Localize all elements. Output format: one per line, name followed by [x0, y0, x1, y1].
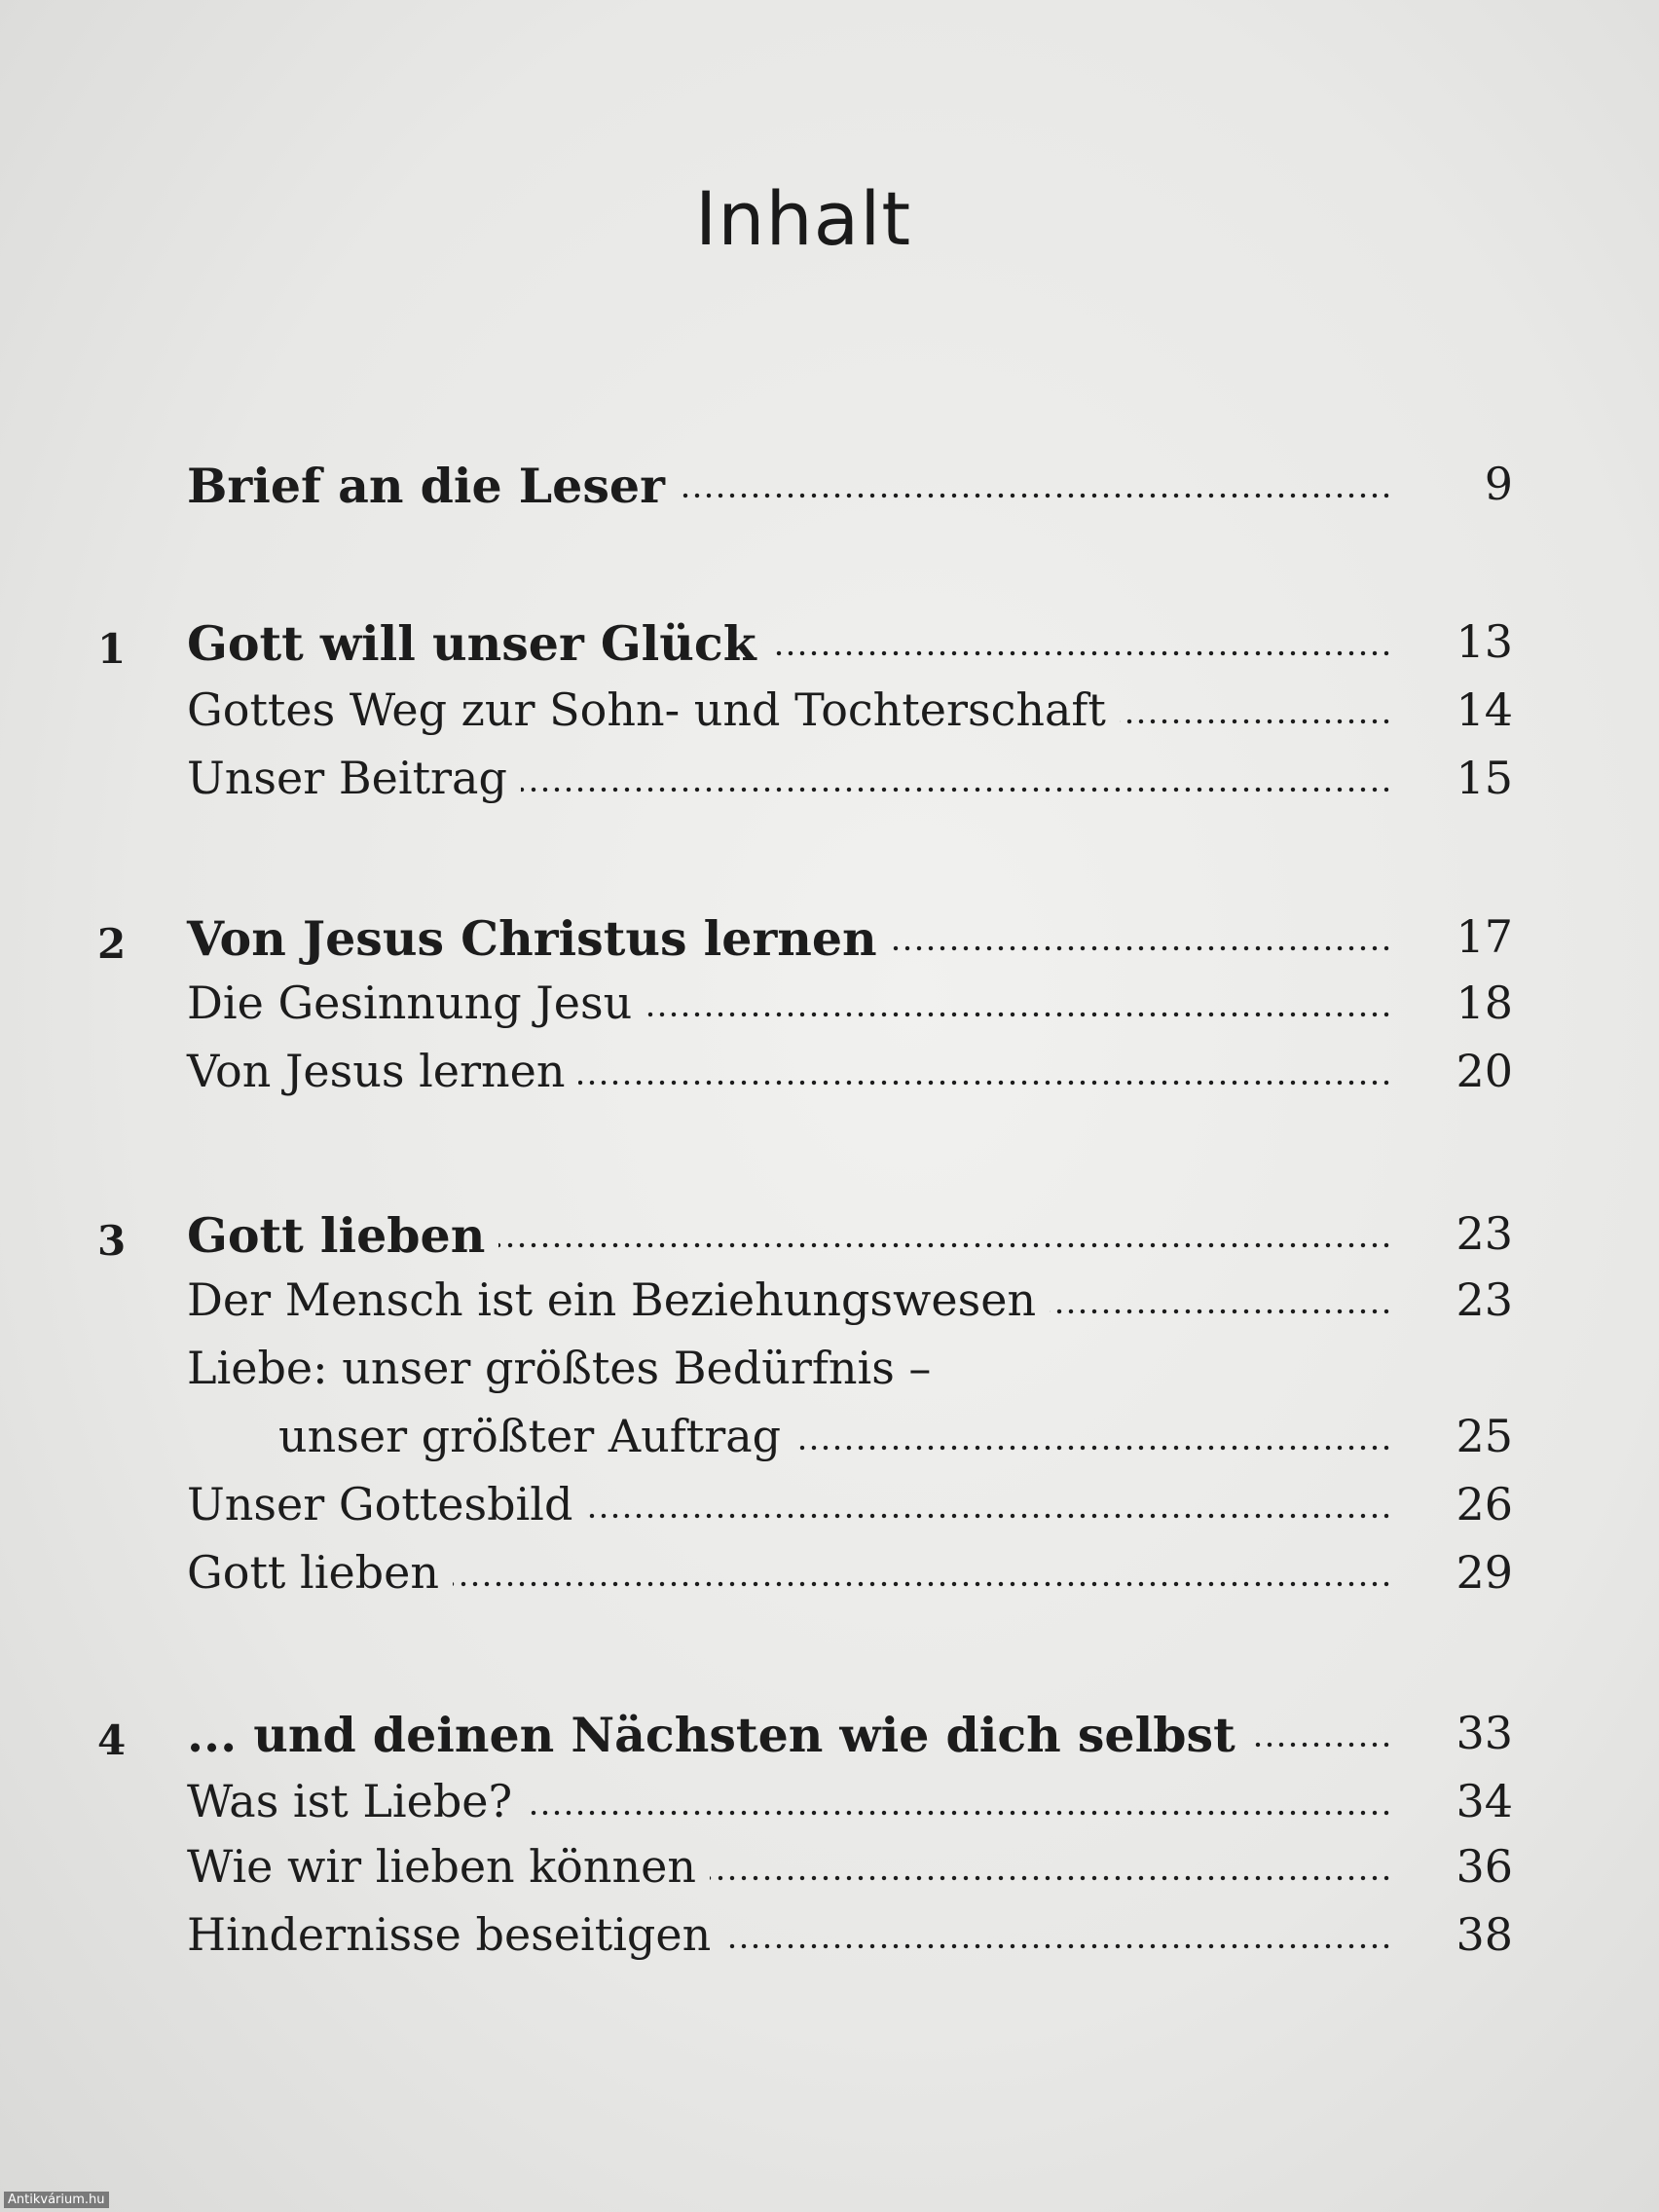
dot-leader: [710, 1875, 1392, 1881]
section-title: unser größter Auftrag: [278, 1410, 782, 1462]
page-number: 26: [1456, 1478, 1513, 1530]
toc-entry: [0, 1478, 1659, 1536]
section-title: Gottes Weg zur Sohn- und Tochterschaft: [187, 683, 1106, 736]
page-number: 38: [1456, 1908, 1513, 1961]
dot-leader: [586, 1513, 1392, 1519]
chapter-number: 1: [97, 625, 127, 673]
page-number: 13: [1456, 615, 1513, 668]
dot-leader: [453, 1581, 1392, 1587]
chapter-number: 2: [97, 920, 127, 968]
toc-entry: [0, 910, 1659, 969]
section-title: Was ist Liebe?: [187, 1775, 513, 1827]
toc-entry: [0, 1840, 1659, 1899]
page-number: 9: [1484, 458, 1513, 510]
section-title: Unser Gottesbild: [187, 1478, 573, 1530]
dot-leader: [1249, 1742, 1392, 1748]
page-number: 15: [1456, 752, 1513, 804]
toc-entry: [0, 1273, 1659, 1332]
dot-leader: [1050, 1309, 1392, 1314]
page-number: 34: [1456, 1775, 1513, 1827]
dot-leader: [521, 787, 1392, 793]
dot-leader: [770, 650, 1392, 656]
section-title: Hindernisse beseitigen: [187, 1908, 712, 1961]
section-title: Der Mensch ist ein Beziehungswesen: [187, 1273, 1037, 1326]
dot-leader: [645, 1012, 1392, 1017]
toc-entry: [0, 458, 1659, 516]
toc-entry: [0, 683, 1659, 742]
page-number: 25: [1456, 1410, 1513, 1462]
watermark: Antikvárium.hu: [4, 2192, 109, 2208]
dot-leader: [794, 1445, 1392, 1451]
page-number: 23: [1456, 1207, 1513, 1260]
page-number: 14: [1456, 683, 1513, 736]
section-title: Unser Beitrag: [187, 752, 507, 804]
toc-entry: [0, 1775, 1659, 1833]
chapter-title: Gott lieben: [187, 1207, 486, 1264]
toc-entry: [0, 752, 1659, 810]
page-number: 20: [1456, 1045, 1513, 1097]
toc-entry: [0, 1045, 1659, 1103]
section-title: Liebe: unser größtes Bedürfnis –: [187, 1342, 932, 1394]
section-title: Die Gesinnung Jesu: [187, 977, 633, 1029]
page-number: 33: [1456, 1707, 1513, 1759]
dot-leader: [498, 1242, 1392, 1248]
chapter-title: Von Jesus Christus lernen: [187, 910, 877, 967]
toc-entry: [0, 1207, 1659, 1266]
chapter-title: ... und deinen Nächsten wie dich selbst: [187, 1707, 1235, 1763]
section-title: Von Jesus lernen: [187, 1045, 566, 1097]
chapter-number: 3: [97, 1217, 127, 1265]
toc-entry: [0, 1546, 1659, 1604]
dot-leader: [891, 945, 1392, 951]
page-title: Inhalt: [694, 175, 912, 262]
toc-entry: [0, 1410, 1659, 1468]
chapter-title: Brief an die Leser: [187, 458, 665, 514]
page-number: 23: [1456, 1273, 1513, 1326]
dot-leader: [578, 1080, 1392, 1086]
section-title: Wie wir lieben können: [187, 1840, 696, 1893]
toc-entry: [0, 615, 1659, 674]
section-title: Gott lieben: [187, 1546, 439, 1599]
chapter-title: Gott will unser Glück: [187, 615, 756, 672]
dot-leader: [526, 1810, 1392, 1816]
toc-entry: [0, 1908, 1659, 1967]
dot-leader: [1120, 719, 1392, 724]
toc-entry: [0, 1342, 1659, 1400]
toc-entry: [0, 1707, 1659, 1765]
chapter-number: 4: [97, 1716, 127, 1764]
page-number: 18: [1456, 977, 1513, 1029]
page-number: 17: [1456, 910, 1513, 963]
page-number: 29: [1456, 1546, 1513, 1599]
page-number: 36: [1456, 1840, 1513, 1893]
dot-leader: [724, 1943, 1392, 1949]
dot-leader: [679, 493, 1392, 498]
toc-entry: [0, 977, 1659, 1035]
